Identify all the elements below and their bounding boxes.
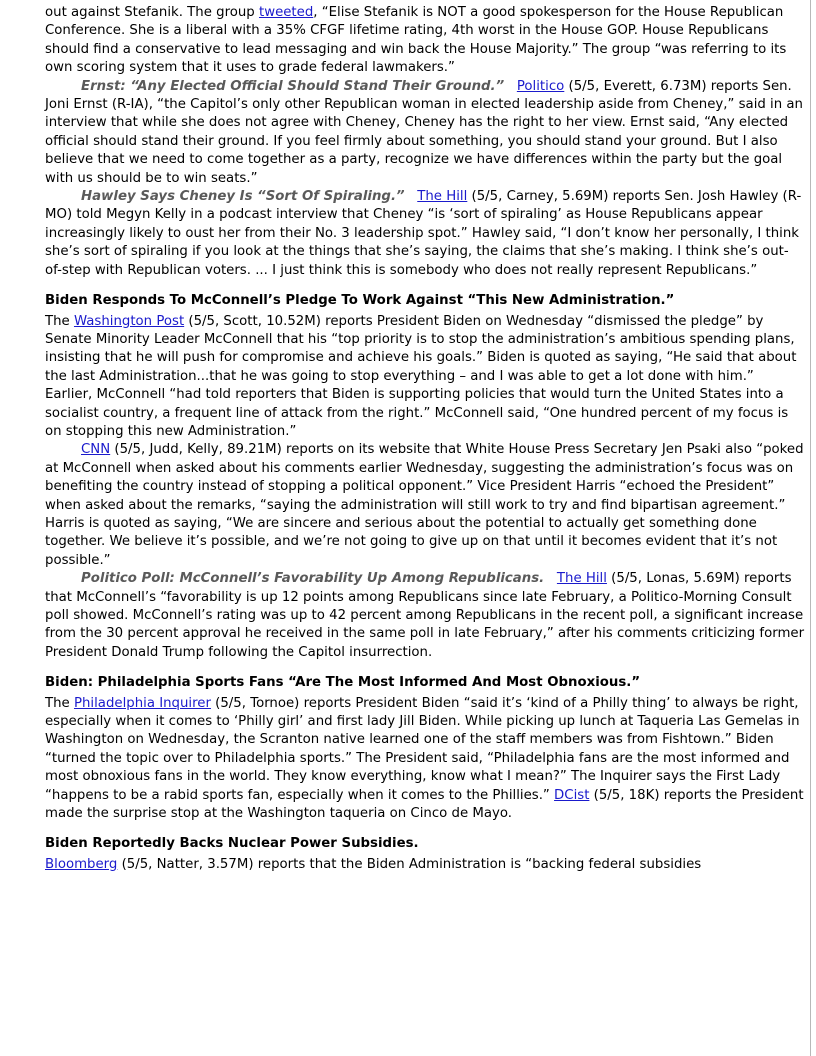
- paragraph-cnn: CNN (5/5, Judd, Kelly, 89.21M) reports on its website that White House Press Secretary Jen Psaki also “poked at McConnell when asked about his comments earlier Wednesday, suggesting the administration’s focus was on benefiting the country instead of stopping a political opponent.” Vice President Harris “echoed the President” when asked about the remarks, “saying the administration will still work to try and find bipartisan agreement.” Harris is quoted as saying, “We are sincere and serious about the potential to actually get something done together. We believe it’s possible, and we’re not going to give up on that until it becomes evident that it’s not possible.”: [45, 442, 804, 568]
- headline-philadelphia-fans: Biden: Philadelphia Sports Fans “Are The Most Informed And Most Obnoxious.”: [45, 675, 641, 691]
- dcist-link[interactable]: DCist: [554, 787, 590, 803]
- document-body: [45, 4, 805, 874]
- the-hill-link-poll[interactable]: The Hill: [556, 571, 607, 587]
- paragraph-bloomberg: Bloomberg (5/5, Natter, 3.57M) reports that the Biden Administration is “backing federal subsidies: [45, 856, 702, 872]
- philadelphia-inquirer-link[interactable]: Philadelphia Inquirer: [73, 695, 211, 711]
- paragraph-washington-post: The Washington Post (5/5, Scott, 10.52M) reports President Biden on Wednesday “dismissed the pledge” by Senate Minority Leader McConnell that his “top priority is to stop the administration’s ambitious spending plans, insisting that he will push for compromise and achieve his goals.” Biden is quoted as saying, “He said that about the last Administration...that he was going to stop everything – and I was able to get a lot done with him.” Earlier, McConnell “had told reporters that Biden is supporting policies that would turn the United States into a socialist country, a frequent line of attack from the right.” McConnell said, “One hundred percent of my focus is on stopping this new Administration.”: [45, 313, 797, 439]
- subheading-ernst: Ernst: “Any Elected Official Should Stand Their Ground.”: [81, 78, 505, 94]
- headline-biden-mcconnell: Biden Responds To McConnell’s Pledge To Work Against “This New Administration.”: [45, 293, 675, 309]
- bloomberg-link[interactable]: Bloomberg: [45, 856, 118, 872]
- page-margin-rule: [810, 0, 811, 1056]
- the-hill-link-hawley[interactable]: The Hill: [417, 189, 468, 205]
- headline-nuclear-subsidies: Biden Reportedly Backs Nuclear Power Subsidies.: [45, 836, 419, 852]
- paragraph-stefanik-tweet: out against Stefanik. The group tweeted, “Elise Stefanik is NOT a good spokesperson for the House Republican Conference. She is a liberal with a 35% CFGF lifetime rating, 4th worst in the House GOP. House Republicans should find a conservative to lead messaging and win back the House Majority.” The group “was referring to its own scoring system that it uses to grade federal lawmakers.”: [45, 5, 787, 76]
- subheading-politico-poll: Politico Poll: McConnell’s Favorability Up Among Republicans.: [81, 571, 545, 587]
- tweeted-link[interactable]: tweeted: [258, 5, 314, 20]
- paragraph-hawley: Hawley Says Cheney Is “Sort Of Spiraling.” The Hill (5/5, Carney, 5.69M) reports Sen. Josh Hawley (R-MO) told Megyn Kelly in a podcast interview that Cheney “is ‘sort of spiraling’ as House Republicans appear increasingly likely to oust her from their No. 3 leadership spot.” Hawley said, “I don’t know her personally, I think she’s sort of spiraling if you look at the things that she’s saying, the claims that she’s making. I think she’s out-of-step with Republican voters. ... I just think this is somebody who does not really represent Republicans.”: [45, 189, 802, 278]
- paragraph-philadelphia-inquirer: The Philadelphia Inquirer (5/5, Tornoe) reports President Biden “said it’s ‘kind of a Philly thing’ to always be right, especially when it comes to ‘Philly girl’ and first lady Jill Biden. While picking up lunch at Taqueria Las Gemelas in Washington on Wednesday, the Scranton native learned one of the staff members was from Fishtown.” Biden “turned the topic over to Philadelphia sports.” The President said, “Philadelphia fans are the most informed and most obnoxious fans in the world. They know everything, know what I mean?” The Inquirer says the First Lady “happens to be a rabid sports fan, especially when it comes to the Phillies.” DCist (5/5, 18K) reports the President made the surprise stop at the Washington taqueria on Cinco de Mayo.: [45, 695, 804, 822]
- paragraph-politico-poll: Politico Poll: McConnell’s Favorability Up Among Republicans. The Hill (5/5, Lonas, 5.69M) reports that McConnell’s “favorability is up 12 points among Republicans since late February, a Politico-Morning Consult poll showed. McConnell’s rating was up to 42 percent among Republicans in the recent poll, a significant increase from the 30 percent approval he received in the same poll in late February,” after his comments criticizing former President Donald Trump following the Capitol insurrection.: [45, 571, 805, 660]
- cnn-link[interactable]: CNN: [81, 442, 111, 458]
- politico-link[interactable]: Politico: [516, 78, 565, 94]
- subheading-hawley: Hawley Says Cheney Is “Sort Of Spiraling.”: [81, 189, 405, 205]
- paragraph-ernst: Ernst: “Any Elected Official Should Stand Their Ground.” Politico (5/5, Everett, 6.73M) reports Sen. Joni Ernst (R-IA), “the Capitol’s only other Republican woman in elected leadership aside from Cheney,” said in an interview that while she does not agree with Cheney, Cheney has the right to her view. Ernst said, “Any elected official should stand their ground. If you feel firmly about something, you should stand your ground. But I also believe that we need to come together as a party, recognize we have differences within the party but the goal with us should be to win seats.”: [45, 78, 803, 186]
- washington-post-link[interactable]: Washington Post: [73, 313, 185, 329]
